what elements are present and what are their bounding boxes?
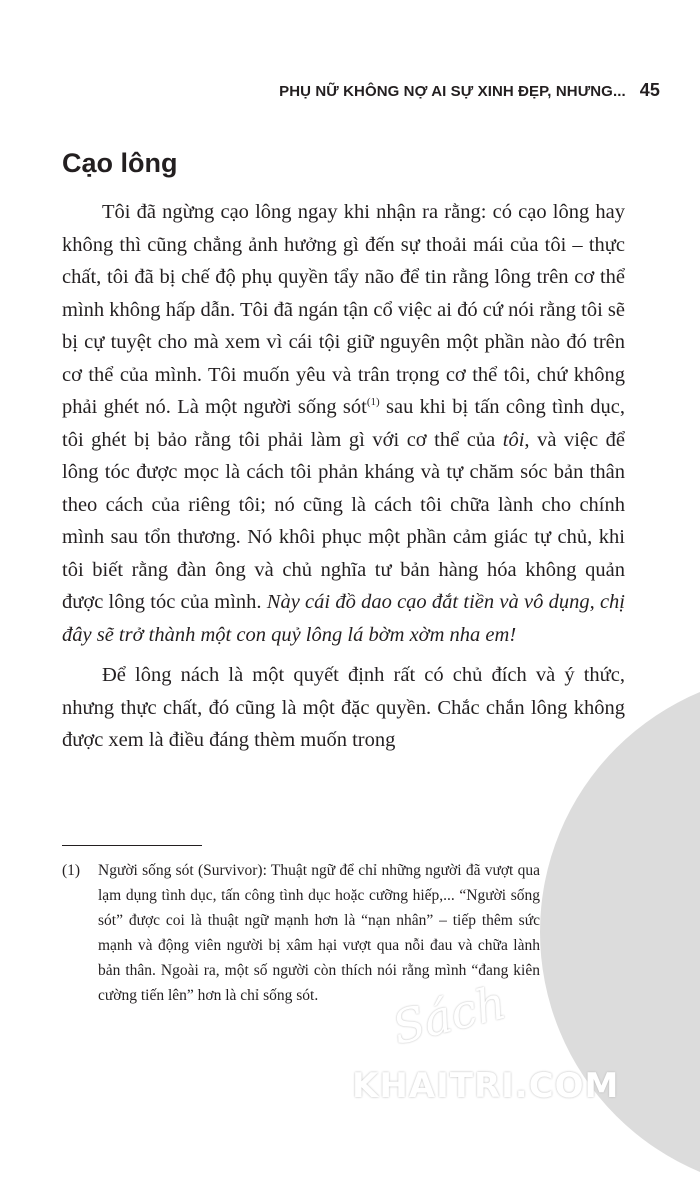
paragraph-1-text-middle: sau khi bị tấn công tình dục, tôi ghét bị bảo rằng tôi phải làm gì với cơ thể của (62, 396, 625, 451)
watermark-logo (352, 974, 682, 1106)
paragraph-1 (62, 196, 625, 651)
watermark-script-text: Sách (387, 974, 512, 1056)
paragraph-1-text-before: Tôi đã ngừng cạo lông ngay khi nhận ra rằng: có cạo lông hay không thì cũng chẳng ảnh hưởng gì đến sự thoải mái của tôi – thực chất, tôi đã bị chế độ phụ quyền tẩy não để tin rằng lông trên cơ thể mình không hấp dẫn. Tôi đã ngán tận cổ việc ai đó cứ nói rằng tôi sẽ bị cự tuyệt cho mà xem vì cái tội giữ nguyên một phần nào đó trên cơ thể của mình. Tôi muốn yêu và trân trọng cơ thể tôi, chứ không phải ghét nó. Là một người sống sót (62, 201, 625, 418)
watermark-brand-text: KHAITRI.COM (352, 1066, 620, 1106)
footnote-text: Người sống sót (Survivor): Thuật ngữ để chỉ những người đã vượt qua lạm dụng tình dục, tấn công tình dục hoặc cưỡng hiếp,... “Người sống sót” được coi là thuật ngữ mạnh hơn là “nạn nhân” – tiếp thêm sức mạnh và động viên người bị xâm hại vượt qua nỗi đau và chữa lành bản thân. Ngoài ra, một số người còn thích nói rằng mình “đang kiên cường tiến lên” hơn là chỉ sống sót. (98, 862, 540, 1004)
running-header (279, 80, 660, 101)
page-number: 45 (639, 80, 660, 100)
paragraph-1-text-after: , và việc để lông tóc được mọc là cách tôi phản kháng và tự chăm sóc bản thân theo cách của riêng tôi; nó cũng là cách tôi chữa lành cho chính mình sau tổn thương. Nó khôi phục một phần cảm giác tự chủ, khi tôi biết rằng đàn ông và chủ nghĩa tư bản hàng hóa không quản được lông tóc của mình. (62, 428, 626, 613)
section-title: Cạo lông (62, 148, 178, 178)
footnote-divider (62, 845, 202, 846)
body-text (62, 196, 625, 757)
footnote-marker: (1) (62, 862, 81, 879)
running-title: PHỤ NỮ KHÔNG NỢ AI SỰ XINH ĐẸP, NHƯNG... (279, 83, 626, 100)
paragraph-2: Để lông nách là một quyết định rất có chủ đích và ý thức, nhưng thực chất, đó cũng là một đặc quyền. Chắc chắn lông không được xem là điều đáng thèm muốn trong (62, 664, 625, 751)
paragraph-1-italic-tail: Này cái đồ dao cạo đắt tiền và vô dụng, chị đây sẽ trở thành một con quỷ lông lá bờm xờm nha em! (62, 591, 625, 646)
paragraph-1-emphasis: tôi (502, 428, 525, 451)
footnote-reference: (1) (366, 396, 380, 408)
